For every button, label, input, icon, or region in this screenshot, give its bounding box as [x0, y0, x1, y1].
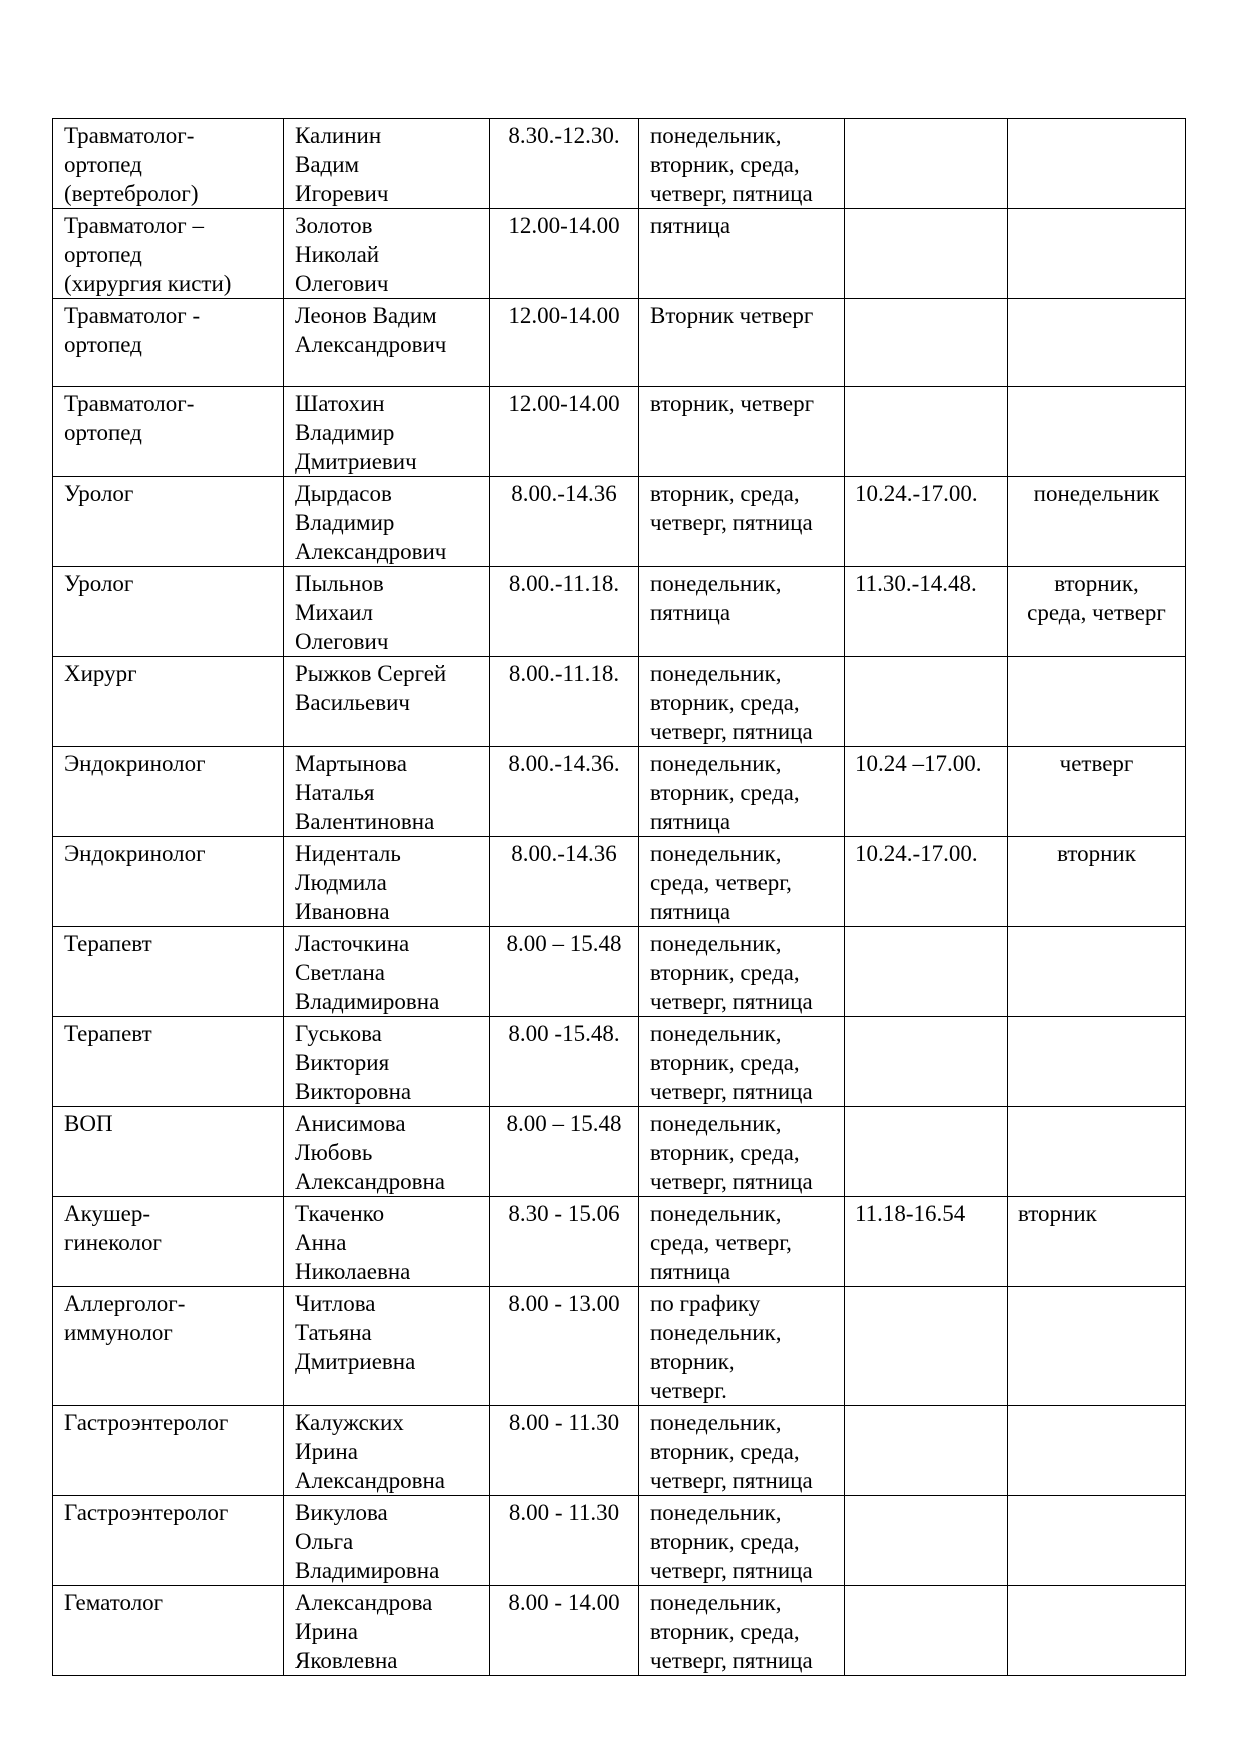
extra-hours-cell: [845, 1017, 1008, 1107]
specialty-cell: [53, 299, 284, 387]
extra-days-cell: [1008, 1406, 1186, 1496]
days-cell: [639, 477, 845, 567]
hours-cell: [490, 837, 639, 927]
table-row: [53, 1287, 1186, 1406]
extra-days-cell: [1008, 299, 1186, 387]
days-cell: [639, 1496, 845, 1586]
extra-days-cell: [1008, 657, 1186, 747]
specialty-text: Хирург: [64, 661, 137, 686]
hours-text: 8.00 - 11.30: [508, 1500, 620, 1525]
doctor-text: Дырдасов Владимир Александрович: [295, 481, 447, 564]
extra-hours-cell: [845, 927, 1008, 1017]
days-text: понедельник, вторник, среда, четверг, пятница: [650, 1021, 813, 1104]
hours-cell: [490, 1197, 639, 1287]
days-text: понедельник, вторник, среда, четверг, пятница: [650, 1111, 813, 1194]
table-row: [53, 837, 1186, 927]
specialty-cell: [53, 1197, 284, 1287]
doctor-text: Золотов Николай Олегович: [295, 213, 389, 296]
specialty-cell: [53, 747, 284, 837]
table-row: [53, 1197, 1186, 1287]
hours-cell: [490, 927, 639, 1017]
doctor-text: Анисимова Любовь Александровна: [295, 1111, 445, 1194]
hours-text: 12.00-14.00: [508, 303, 620, 328]
doctor-cell: [284, 567, 490, 657]
table-row: [53, 1406, 1186, 1496]
days-cell: [639, 1017, 845, 1107]
doctor-text: Ткаченко Анна Николаевна: [295, 1201, 411, 1284]
hours-cell: [490, 119, 639, 209]
hours-text: 8.00 – 15.48: [506, 931, 622, 956]
extra-hours-cell: [845, 567, 1008, 657]
doctor-cell: [284, 1017, 490, 1107]
doctor-cell: [284, 1197, 490, 1287]
days-text: понедельник, вторник, среда, четверг, пятница: [650, 1410, 813, 1493]
table-row: [53, 1586, 1186, 1676]
hours-cell: [490, 209, 639, 299]
hours-text: 8.00.-14.36.: [508, 751, 620, 776]
specialty-cell: [53, 1406, 284, 1496]
hours-text: 8.30 - 15.06: [508, 1201, 620, 1226]
table-row: [53, 927, 1186, 1017]
doctor-text: Леонов Вадим Александрович: [295, 303, 447, 357]
specialty-text: Уролог: [64, 571, 134, 596]
doctor-text: Рыжков Сергей Васильевич: [295, 661, 447, 715]
hours-text: 8.00 - 11.30: [508, 1410, 620, 1435]
days-cell: [639, 747, 845, 837]
extra-hours-cell: [845, 119, 1008, 209]
extra-days-cell: [1008, 1107, 1186, 1197]
extra-hours-cell: [845, 299, 1008, 387]
specialty-cell: [53, 387, 284, 477]
doctor-text: Калужских Ирина Александровна: [295, 1410, 445, 1493]
extra-days-cell: [1008, 477, 1186, 567]
doctor-text: Мартынова Наталья Валентиновна: [295, 751, 435, 834]
specialty-cell: [53, 119, 284, 209]
specialty-text: Гастроэнтеролог: [64, 1500, 229, 1525]
specialty-text: Эндокринолог: [64, 841, 206, 866]
table-row: [53, 209, 1186, 299]
days-cell: [639, 299, 845, 387]
doctor-cell: [284, 299, 490, 387]
extra-hours-cell: [845, 1586, 1008, 1676]
hours-cell: [490, 1017, 639, 1107]
days-text: понедельник, среда, четверг, пятница: [650, 1201, 792, 1284]
specialty-text: Терапевт: [64, 1021, 152, 1046]
days-text: понедельник, вторник, среда, четверг, пятница: [650, 1500, 813, 1583]
extra-days-cell: [1008, 837, 1186, 927]
hours-text: 8.00.-14.36: [511, 841, 617, 866]
doctor-cell: [284, 209, 490, 299]
days-text: Вторник четверг: [650, 303, 814, 328]
specialty-text: Акушер- гинеколог: [64, 1201, 162, 1255]
hours-cell: [490, 477, 639, 567]
extra-days-cell: [1008, 747, 1186, 837]
table-row: [53, 1107, 1186, 1197]
extra-hours-cell: [845, 387, 1008, 477]
hours-cell: [490, 299, 639, 387]
hours-text: 12.00-14.00: [508, 391, 620, 416]
doctor-cell: [284, 119, 490, 209]
specialty-cell: [53, 209, 284, 299]
specialty-text: Травматолог- ортопед: [64, 391, 195, 445]
days-cell: [639, 927, 845, 1017]
table-row: [53, 477, 1186, 567]
days-text: вторник, четверг: [650, 391, 815, 416]
doctor-text: Ниденталь Людмила Ивановна: [295, 841, 401, 924]
extra-hours-text: 10.24.-17.00.: [855, 841, 978, 866]
extra-days-text: вторник: [1057, 841, 1136, 866]
extra-days-text: четверг: [1059, 751, 1134, 776]
days-text: понедельник, вторник, среда, четверг, пятница: [650, 931, 813, 1014]
days-cell: [639, 209, 845, 299]
specialty-cell: [53, 837, 284, 927]
days-cell: [639, 1406, 845, 1496]
doctor-cell: [284, 1287, 490, 1406]
hours-text: 8.00 – 15.48: [506, 1111, 622, 1136]
doctor-text: Гуськова Виктория Викторовна: [295, 1021, 412, 1104]
extra-days-cell: [1008, 1287, 1186, 1406]
extra-hours-cell: [845, 657, 1008, 747]
extra-hours-text: 10.24 –17.00.: [855, 751, 982, 776]
days-cell: [639, 837, 845, 927]
doctor-cell: [284, 387, 490, 477]
days-cell: [639, 657, 845, 747]
doctor-text: Пыльнов Михаил Олегович: [295, 571, 389, 654]
extra-hours-cell: [845, 1107, 1008, 1197]
extra-hours-cell: [845, 837, 1008, 927]
specialty-cell: [53, 1586, 284, 1676]
doctor-cell: [284, 657, 490, 747]
days-text: понедельник, вторник, среда, четверг, пятница: [650, 661, 813, 744]
doctor-text: Читлова Татьяна Дмитриевна: [295, 1291, 416, 1374]
hours-text: 12.00-14.00: [508, 213, 620, 238]
table-row: [53, 299, 1186, 387]
hours-text: 8.00.-11.18.: [508, 571, 620, 596]
days-text: понедельник, пятница: [650, 571, 782, 625]
schedule-table-body: [53, 119, 1186, 1676]
days-cell: [639, 1287, 845, 1406]
specialty-text: Травматолог- ортопед (вертебролог): [64, 123, 199, 206]
days-text: понедельник, вторник, среда, четверг, пятница: [650, 123, 813, 206]
doctor-cell: [284, 1406, 490, 1496]
specialty-text: ВОП: [64, 1111, 113, 1136]
hours-text: 8.00 - 13.00: [508, 1291, 620, 1316]
extra-hours-cell: [845, 1406, 1008, 1496]
hours-cell: [490, 1287, 639, 1406]
days-text: вторник, среда, четверг, пятница: [650, 481, 813, 535]
days-text: по графику понедельник, вторник, четверг.: [650, 1291, 782, 1403]
days-cell: [639, 1586, 845, 1676]
extra-days-text: вторник: [1018, 1201, 1097, 1226]
doctor-cell: [284, 477, 490, 567]
table-row: [53, 1017, 1186, 1107]
doctor-text: Калинин Вадим Игоревич: [295, 123, 389, 206]
extra-hours-cell: [845, 209, 1008, 299]
extra-days-text: вторник, среда, четверг: [1027, 571, 1166, 625]
doctor-cell: [284, 927, 490, 1017]
doctor-cell: [284, 1586, 490, 1676]
hours-text: 8.30.-12.30.: [508, 123, 620, 148]
hours-text: 8.00.-11.18.: [508, 661, 620, 686]
hours-cell: [490, 1107, 639, 1197]
extra-days-cell: [1008, 1197, 1186, 1287]
doctor-cell: [284, 1496, 490, 1586]
extra-hours-text: 10.24.-17.00.: [855, 481, 978, 506]
days-text: понедельник, вторник, среда, четверг, пятница: [650, 1590, 813, 1673]
specialty-cell: [53, 927, 284, 1017]
table-row: [53, 567, 1186, 657]
specialty-cell: [53, 567, 284, 657]
specialty-cell: [53, 477, 284, 567]
extra-hours-cell: [845, 1496, 1008, 1586]
hours-cell: [490, 387, 639, 477]
specialty-cell: [53, 1017, 284, 1107]
days-cell: [639, 1107, 845, 1197]
specialty-cell: [53, 1107, 284, 1197]
extra-days-cell: [1008, 1017, 1186, 1107]
doctor-cell: [284, 1107, 490, 1197]
specialty-cell: [53, 1496, 284, 1586]
extra-days-cell: [1008, 1586, 1186, 1676]
hours-text: 8.00 - 14.00: [508, 1590, 620, 1615]
table-row: [53, 747, 1186, 837]
specialty-text: Гастроэнтеролог: [64, 1410, 229, 1435]
specialty-text: Травматолог - ортопед: [64, 303, 201, 357]
days-text: пятница: [650, 213, 731, 238]
doctor-text: Шатохин Владимир Дмитриевич: [295, 391, 417, 474]
days-text: понедельник, среда, четверг, пятница: [650, 841, 792, 924]
extra-hours-cell: [845, 1197, 1008, 1287]
extra-days-cell: [1008, 1496, 1186, 1586]
hours-cell: [490, 567, 639, 657]
days-cell: [639, 1197, 845, 1287]
doctor-text: Викулова Ольга Владимировна: [295, 1500, 440, 1583]
extra-days-cell: [1008, 927, 1186, 1017]
extra-hours-cell: [845, 477, 1008, 567]
extra-hours-cell: [845, 1287, 1008, 1406]
table-row: [53, 119, 1186, 209]
extra-days-cell: [1008, 209, 1186, 299]
specialty-cell: [53, 657, 284, 747]
hours-text: 8.00.-14.36: [511, 481, 617, 506]
days-cell: [639, 567, 845, 657]
specialty-text: Уролог: [64, 481, 134, 506]
specialty-text: Терапевт: [64, 931, 152, 956]
hours-cell: [490, 1406, 639, 1496]
hours-cell: [490, 657, 639, 747]
specialty-text: Гематолог: [64, 1590, 164, 1615]
doctor-text: Александрова Ирина Яковлевна: [295, 1590, 433, 1673]
doctor-text: Ласточкина Светлана Владимировна: [295, 931, 440, 1014]
extra-hours-cell: [845, 747, 1008, 837]
extra-hours-text: 11.18-16.54: [855, 1201, 966, 1226]
days-text: понедельник, вторник, среда, пятница: [650, 751, 800, 834]
extra-hours-text: 11.30.-14.48.: [855, 571, 977, 596]
hours-cell: [490, 1586, 639, 1676]
table-row: [53, 387, 1186, 477]
specialty-text: Аллерголог- иммунолог: [64, 1291, 186, 1345]
specialty-text: Травматолог – ортопед (хирургия кисти): [64, 213, 232, 296]
extra-days-cell: [1008, 567, 1186, 657]
hours-cell: [490, 747, 639, 837]
table-row: [53, 657, 1186, 747]
hours-text: 8.00 -15.48.: [508, 1021, 620, 1046]
doctor-cell: [284, 837, 490, 927]
hours-cell: [490, 1496, 639, 1586]
extra-days-cell: [1008, 387, 1186, 477]
specialty-cell: [53, 1287, 284, 1406]
days-cell: [639, 387, 845, 477]
extra-days-cell: [1008, 119, 1186, 209]
table-row: [53, 1496, 1186, 1586]
extra-days-text: понедельник: [1033, 481, 1160, 506]
doctor-cell: [284, 747, 490, 837]
schedule-table: [52, 118, 1186, 1676]
days-cell: [639, 119, 845, 209]
specialty-text: Эндокринолог: [64, 751, 206, 776]
